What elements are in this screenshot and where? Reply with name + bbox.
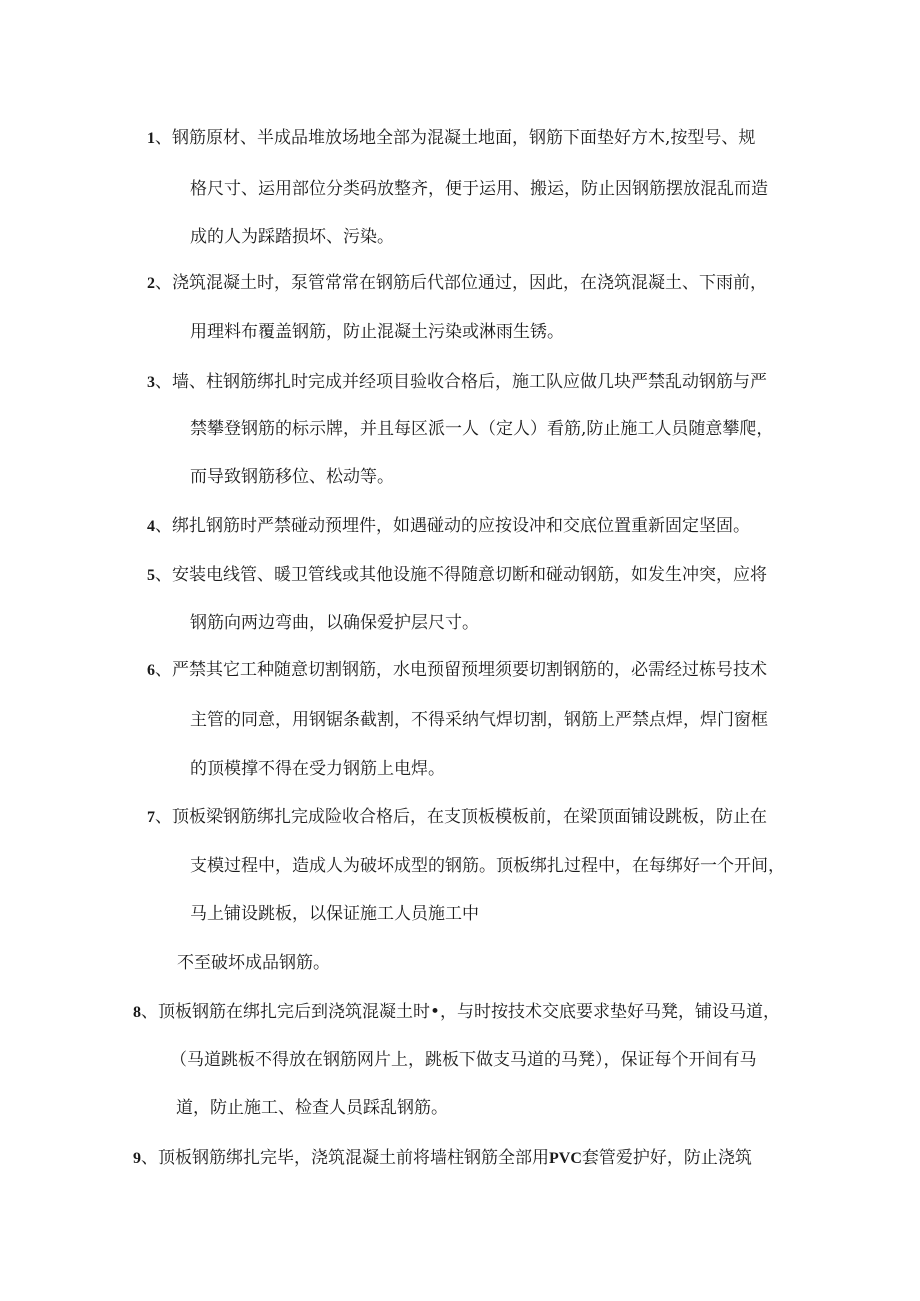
item-number: 9	[133, 1150, 141, 1167]
list-item-9-first-line	[133, 1147, 752, 1170]
list-item-2-line-2: 用理料布覆盖钢筋，防止混凝土污染或淋雨生锈。	[190, 322, 564, 342]
list-item-7-first-line	[147, 806, 767, 829]
item-number: 2	[147, 275, 155, 292]
list-item-8-line-2: （马道跳板不得放在钢筋网片上，跳板下做支马道的马凳），保证每个开间有马	[170, 1050, 757, 1070]
item-text: 、顶板梁钢筋绑扎完成险收合格后，在支顶板模板前，在梁顶面铺设跳板，防止在	[155, 807, 767, 827]
list-item-7-line-4: 不至破坏成品钢筋。	[177, 953, 330, 973]
list-item-2-first-line	[147, 272, 767, 295]
list-item-8-line-3: 道，防止施工、检查人员踩乱钢筋。	[176, 1098, 448, 1118]
list-item-6-line-2: 主管的同意，用钢锯条截割，不得采纳气焊切割，钢筋上严禁点焊，焊门窗框	[190, 710, 768, 730]
list-item-7-line-2: 支模过程中，造成人为破坏成型的钢筋。顶板绑扎过程中，在每绑好一个开间，	[190, 856, 785, 876]
list-item-6-line-3: 的顶模撑不得在受力钢筋上电焊。	[190, 759, 445, 779]
item-text: 、钢筋原材、半成品堆放场地全部为混凝土地面，钢筋下面垫好方木,按型号、规	[155, 128, 756, 148]
list-item-1-first-line	[147, 127, 755, 150]
list-item-4-first-line	[147, 515, 750, 538]
item-text: 、浇筑混凝土时，泵管常常在钢筋后代部位通过，因此，在浇筑混凝土、下雨前，	[155, 273, 767, 293]
list-item-5-line-2: 钢筋向两边弯曲，以确保爱护层尺寸。	[190, 613, 479, 633]
item-number: 4	[147, 518, 155, 535]
item-number: 8	[133, 1004, 141, 1021]
item-text: 、绑扎钢筋时严禁碰动预埋件，如遇碰动的应按设冲和交底位置重新固定坚固。	[155, 516, 750, 536]
item-text-pvc: PVC	[549, 1150, 582, 1167]
list-item-5-first-line	[147, 564, 767, 587]
item-text: 、安装电线管、暖卫管线或其他设施不得随意切断和碰动钢筋，如发生冲突，应将	[155, 565, 767, 585]
list-item-7-line-3: 马上铺设跳板，以保证施工人员施工中	[190, 904, 479, 924]
list-item-3-line-3: 而导致钢筋移位、松动等。	[190, 467, 394, 487]
item-text: 、严禁其它工种随意切割钢筋，水电预留预埋须要切割钢筋的，必需经过栋号技术	[155, 660, 767, 680]
item-number: 3	[147, 374, 155, 391]
item-number: 5	[147, 567, 155, 584]
list-item-1-line-3: 成的人为踩踏损坏、污染。	[190, 227, 394, 247]
list-item-6-first-line	[147, 659, 767, 682]
list-item-1-line-2: 格尺寸、运用部位分类码放整齐，便于运用、搬运，防止因钢筋摆放混乱而造	[190, 179, 768, 199]
item-number: 7	[147, 809, 155, 826]
item-text: 、顶板钢筋在绑扎完后到浇筑混凝土时•，与时按技术交底要求垫好马凳，铺设马道，	[141, 1002, 781, 1022]
item-text: 、顶板钢筋绑扎完毕，浇筑混凝土前将墙柱钢筋全部用	[141, 1148, 549, 1168]
item-number: 1	[147, 130, 155, 147]
list-item-3-line-2: 禁攀登钢筋的标示牌，并且每区派一人（定人）看筋,防止施工人员随意攀爬，	[190, 419, 774, 439]
list-item-3-first-line	[147, 371, 767, 394]
item-text: 、墙、柱钢筋绑扎时完成并经项目验收合格后，施工队应做几块严禁乱动钢筋与严	[155, 372, 767, 392]
item-number: 6	[147, 662, 155, 679]
list-item-8-first-line	[133, 1001, 780, 1024]
item-text-tail: 套管爱护好，防止浇筑	[581, 1148, 752, 1168]
